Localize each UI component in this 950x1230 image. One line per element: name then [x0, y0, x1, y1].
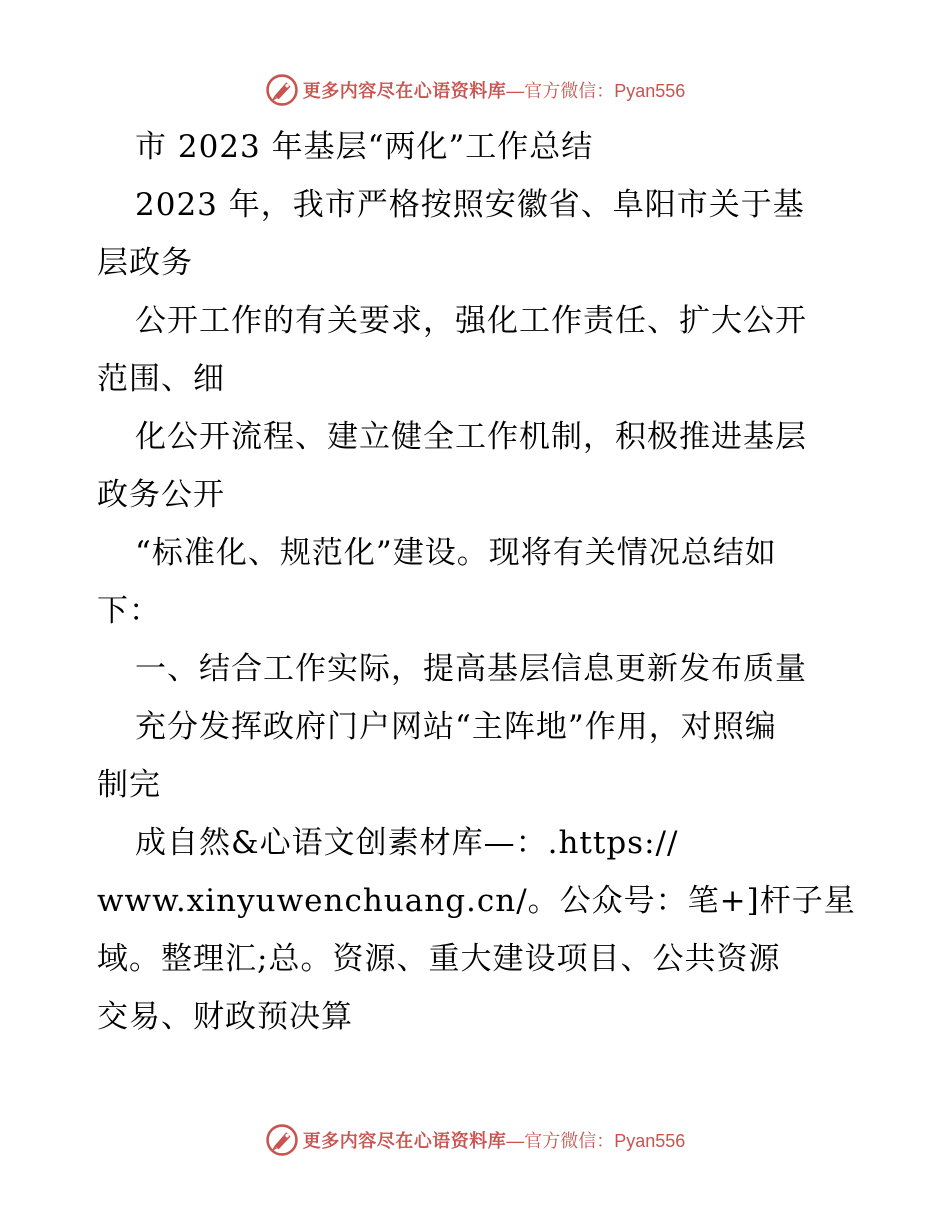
paragraph-line: 化公开流程、建立健全工作机制，积极推进基层 [135, 419, 807, 455]
paragraph-line: “标准化、规范化”建设。现将有关情况总结如 [135, 535, 777, 571]
header-watermark [0, 70, 950, 110]
watermark-contact: —官方微信：Pyan556 [506, 1131, 686, 1151]
watermark-text: 更多内容尽在心语资料库 [302, 1131, 507, 1152]
paragraph-line: 2023 年，我市严格按照安徽省、阜阳市关于基 [135, 187, 805, 223]
paragraph-line: 下： [97, 593, 161, 629]
paragraph-line: 交易、财政预决算 [97, 999, 353, 1035]
paragraph-line: 公开工作的有关要求，强化工作责任、扩大公开 [135, 303, 807, 339]
paragraph-line: 范围、细 [97, 361, 225, 397]
pen-nib-logo-icon [265, 73, 299, 107]
paragraph-line: 成自然&心语文创素材库—：.https:// [135, 825, 679, 861]
paragraph-line: 域。整理汇;总。资源、重大建设项目、公共资源 [97, 941, 781, 977]
pen-nib-logo-icon [265, 1123, 299, 1157]
paragraph-line: 政务公开 [97, 477, 225, 513]
footer-watermark [0, 1120, 950, 1160]
document-body [97, 118, 857, 1046]
paragraph-line: 层政务 [97, 245, 193, 281]
paragraph-line: 充分发挥政府门户网站“主阵地”作用，对照编 [135, 709, 777, 745]
paragraph-line: 制完 [97, 767, 161, 803]
paragraph-line: www.xinyuwenchuang.cn/。公众号：笔+]杆子星 [97, 883, 856, 919]
section-heading: 一、结合工作实际，提高基层信息更新发布质量 [135, 651, 807, 687]
watermark-contact: —官方微信：Pyan556 [506, 81, 686, 101]
document-title: 市 2023 年基层“两化”工作总结 [135, 129, 594, 165]
watermark-text: 更多内容尽在心语资料库 [302, 81, 507, 102]
